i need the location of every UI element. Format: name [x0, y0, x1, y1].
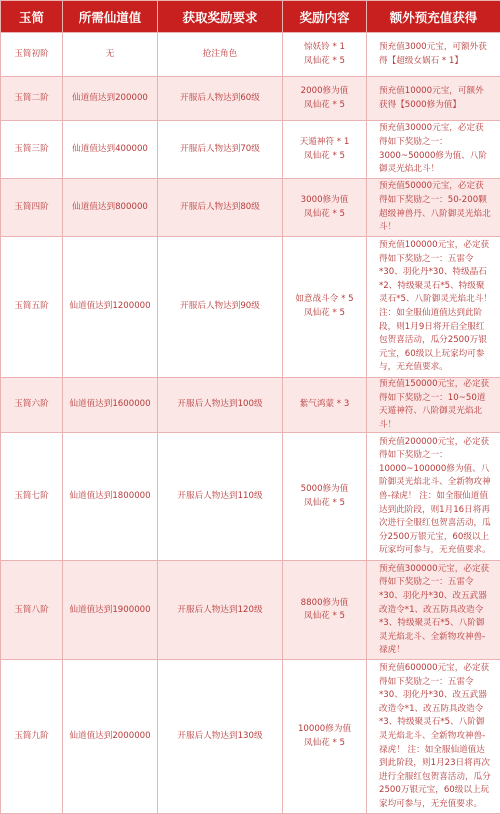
- rewards-cell: [283, 179, 367, 237]
- reward-item: 如意战斗令 * 5: [285, 293, 364, 307]
- header-row: [1, 1, 500, 33]
- reward-item: 凤仙花 * 5: [285, 208, 364, 222]
- table-row: [1, 433, 500, 561]
- reward-item: 凤仙花 * 5: [285, 99, 364, 113]
- reward-item: 10000修为值: [285, 723, 364, 737]
- table-row: [1, 660, 500, 814]
- extra-cell: 预充值30000元宝，必定获得如下奖励之一：3000~50000修为值、八阶御灵光焰北斗！: [367, 121, 500, 179]
- rewards-cell: [283, 378, 367, 433]
- required-cell: 仙道值达到400000: [63, 121, 158, 179]
- stage-cell: 玉简二阶: [1, 77, 63, 121]
- table-row: [1, 179, 500, 237]
- reward-item: 5000修为值: [285, 483, 364, 497]
- table-row: [1, 33, 500, 77]
- requirement-cell: 开服后人物达到100级: [158, 378, 283, 433]
- requirement-cell: 开服后人物达到70级: [158, 121, 283, 179]
- rewards-cell: [283, 561, 367, 660]
- reward-item: 凤仙花 * 5: [285, 307, 364, 321]
- stage-cell: 玉简三阶: [1, 121, 63, 179]
- stage-cell: 玉简初阶: [1, 33, 63, 77]
- required-cell: 仙道值达到200000: [63, 77, 158, 121]
- col-header-stage: 玉简: [1, 1, 63, 33]
- requirement-cell: 开服后人物达到60级: [158, 77, 283, 121]
- stage-cell: 玉简九阶: [1, 660, 63, 814]
- reward-item: 2000修为值: [285, 85, 364, 99]
- rewards-cell: [283, 433, 367, 561]
- required-cell: 无: [63, 33, 158, 77]
- requirement-cell: 开服后人物达到90级: [158, 237, 283, 378]
- col-header-rewards: 奖励内容: [283, 1, 367, 33]
- required-cell: 仙道值达到800000: [63, 179, 158, 237]
- extra-cell: 预充值50000元宝，必定获得如下奖励之一：50-200颗超级神兽丹、八阶御灵光焰北斗！: [367, 179, 500, 237]
- reward-item: 凤仙花 * 5: [285, 150, 364, 164]
- stage-cell: 玉简四阶: [1, 179, 63, 237]
- rewards-cell: [283, 660, 367, 814]
- reward-item: 凤仙花 * 5: [285, 737, 364, 751]
- requirement-cell: 开服后人物达到80级: [158, 179, 283, 237]
- col-header-required: 所需仙道值: [63, 1, 158, 33]
- col-header-requirement: 获取奖励要求: [158, 1, 283, 33]
- reward-item: 天遁神符 * 1: [285, 136, 364, 150]
- requirement-cell: 开服后人物达到120级: [158, 561, 283, 660]
- required-cell: 仙道值达到1800000: [63, 433, 158, 561]
- col-header-extra: 额外预充值获得: [367, 1, 500, 33]
- rewards-cell: [283, 33, 367, 77]
- rewards-cell: [283, 121, 367, 179]
- extra-cell: 预充值3000元宝，可额外获得【超级女娲石 * 1】: [367, 33, 500, 77]
- stage-cell: 玉简六阶: [1, 378, 63, 433]
- stage-cell: 玉简七阶: [1, 433, 63, 561]
- stage-cell: 玉简五阶: [1, 237, 63, 378]
- stage-cell: 玉简八阶: [1, 561, 63, 660]
- extra-cell: 预充值10000元宝，可额外获得【5000修为值】: [367, 77, 500, 121]
- extra-cell: 预充值100000元宝，必定获得如下奖励之一：五雷令*30、羽化丹*30、特级晶石*2、特级聚灵石*5、特级聚灵石*5、八阶御灵光焰北斗！ 注：如全服仙道值达到此阶段，则1月9日将开启全服红包贺喜活动，瓜分2500万银元宝，60级以上玩家均可参与，无充值要求。: [367, 237, 500, 378]
- required-cell: 仙道值达到1900000: [63, 561, 158, 660]
- requirement-cell: 开服后人物达到130级: [158, 660, 283, 814]
- extra-cell: 预充值150000元宝，必定获得如下奖励之一：10~50道天遁神符、八阶御灵光焰北斗！: [367, 378, 500, 433]
- extra-cell: 预充值200000元宝，必定获得如下奖励之一：10000~100000修为值、八阶御灵光焰北斗、全新物攻神兽-禄虎！ 注：如全服仙道值达到此阶段，则1月16日将再次进行全服红包贺喜活动，瓜分2500万银元宝，60级以上玩家均可参与，无充值要求。: [367, 433, 500, 561]
- reward-item: 8800修为值: [285, 597, 364, 611]
- extra-cell: 预充值600000元宝，必定获得如下奖励之一：五雷令*30、羽化丹*30、改五武器改造令*1、改五防具改造令*3、特级聚灵石*5、八阶御灵光焰北斗、全新物攻神兽-禄虎！ 注：如全服仙道值达到此阶段，则1月23日将再次进行全服红包贺喜活动，瓜分2500万银元宝，60级以上玩家均可参与，无充值要求。: [367, 660, 500, 814]
- reward-item: 凤仙花 * 5: [285, 497, 364, 511]
- reward-item: 惊妖铃 * 1: [285, 41, 364, 55]
- extra-cell: 预充值300000元宝，必定获得如下奖励之一：五雷令*30、羽化丹*30、改五武器改造令*1、改五防具改造令*3、特级聚灵石*5、八阶御灵光焰北斗、全新物攻神兽-禄虎！: [367, 561, 500, 660]
- table-row: [1, 378, 500, 433]
- requirement-cell: 抢注角色: [158, 33, 283, 77]
- required-cell: 仙道值达到2000000: [63, 660, 158, 814]
- table-body: [1, 33, 500, 814]
- required-cell: 仙道值达到1200000: [63, 237, 158, 378]
- table-header: [1, 1, 500, 33]
- table-row: [1, 77, 500, 121]
- reward-item: 凤仙花 * 5: [285, 55, 364, 69]
- reward-item: 凤仙花 * 5: [285, 610, 364, 624]
- reward-item: 紫气鸿蒙 * 3: [285, 398, 364, 412]
- required-cell: 仙道值达到1600000: [63, 378, 158, 433]
- requirement-cell: 开服后人物达到110级: [158, 433, 283, 561]
- rewards-cell: [283, 237, 367, 378]
- reward-item: 3000修为值: [285, 194, 364, 208]
- table-row: [1, 561, 500, 660]
- rewards-cell: [283, 77, 367, 121]
- table-row: [1, 121, 500, 179]
- table-row: [1, 237, 500, 378]
